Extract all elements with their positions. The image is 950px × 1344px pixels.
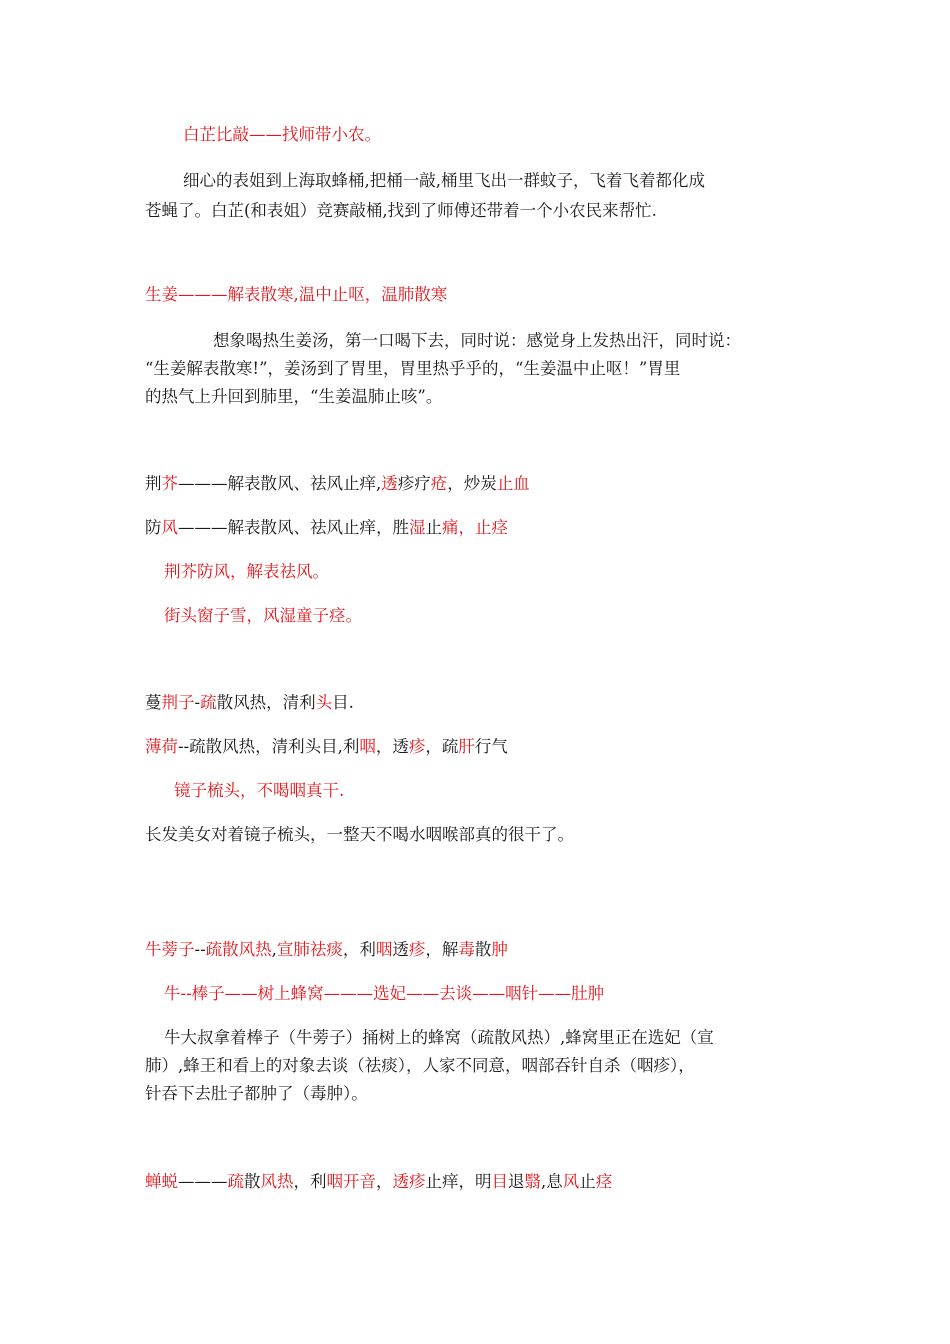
chantui-seg: 止 (579, 1172, 596, 1191)
chantui-line (145, 1172, 815, 1192)
manjingzi-seg: 散风热，清利 (216, 693, 316, 712)
niubangzi-seg: -- (194, 940, 206, 959)
chantui-seg: 止痒，明 (425, 1172, 492, 1191)
niubangzi-seg: 肿 (491, 940, 508, 959)
niubangzi-seg: ，解 (425, 940, 459, 959)
chantui-seg: 咽开音 (326, 1172, 376, 1191)
manjingzi-seg: 头 (315, 693, 333, 712)
fangfeng-line (145, 518, 815, 538)
manjingzi-line (145, 693, 815, 713)
chantui-seg: 散 (244, 1172, 261, 1191)
chantui-seg: 痉 (595, 1172, 613, 1191)
jingfang-mnemonic-1: 荆芥防风，解表祛风。 (164, 562, 329, 581)
niubangzi-seg: 疏散风热 (205, 940, 272, 959)
niubangzi-line (145, 940, 815, 960)
niubangzi-seg: 透 (392, 940, 409, 959)
niubangzi-seg: 散 (474, 940, 492, 959)
jingjie-seg: 疹 (397, 474, 415, 493)
jingjie-seg: 透 (381, 474, 398, 493)
bohe-seg: ，透 (375, 737, 409, 756)
chantui-seg: 透疹 (392, 1172, 426, 1191)
jingjie-seg: 止血 (496, 474, 530, 493)
manjingzi-seg: - (194, 693, 201, 712)
jingjie-seg: 芥 (161, 474, 178, 493)
chantui-seg: ——— (178, 1172, 228, 1191)
bohe-seg: 咽 (359, 737, 376, 756)
fangfeng-seg: ，止痉 (458, 518, 508, 537)
chantui-seg: 风热 (260, 1172, 294, 1191)
chantui-seg: ， (376, 1172, 393, 1191)
niubangzi-seg: 咽 (375, 940, 393, 959)
chantui-seg: 翳 (524, 1172, 541, 1191)
baizhi-body-line-2: 苍蝇了。白芷(和表姐）竞赛敲桶,找到了师傅还带着一个小农民来帮忙. (145, 201, 657, 220)
jingfang-mnemonic-2: 街头窗子雪，风湿童子痉。 (164, 606, 362, 625)
chantui-seg: ,息 (541, 1172, 563, 1191)
niubangzi-story-line-2: 肺）,蜂王和看上的对象去谈（祛痰），人家不同意，咽部吞针自杀（咽疹）， (145, 1056, 695, 1075)
jingjie-seg: ，炒炭 (447, 474, 497, 493)
shengjiang-body-line-3: 的热气上升回到肺里，“生姜温肺止咳”。 (145, 387, 443, 406)
niubangzi-seg: 疹 (408, 940, 426, 959)
niubangzi-seg: ，利 (342, 940, 376, 959)
jingjie-seg: 荆 (145, 474, 162, 493)
fangfeng-seg: 湿 (409, 518, 426, 537)
niubangzi-mnemonic: 牛--棒子——树上蜂窝———选妃——去谈——咽针——肚肿 (164, 984, 605, 1003)
shengjiang-body-line-2: “生姜解表散寒!”，姜汤到了胃里，胃里热乎乎的，“生姜温中止呕！”胃里 (145, 359, 681, 378)
bohe-seg: 行气 (474, 737, 508, 756)
manjingzi-seg: 目. (332, 693, 354, 712)
jingjie-line (145, 474, 815, 494)
fangfeng-seg: 风 (161, 518, 178, 537)
baizhi-title: 白芷比敲——找师带小农。 (183, 125, 381, 144)
bohe-line (145, 737, 815, 757)
jingjie-seg: ———解表散风、祛风止痒, (178, 474, 382, 493)
bohe-mnemonic: 镜子梳头，不喝咽真干. (174, 781, 345, 800)
chantui-seg: 疏 (227, 1172, 244, 1191)
bohe-seg: ，疏 (425, 737, 459, 756)
fangfeng-seg: 防 (145, 518, 162, 537)
niubangzi-seg: 宣肺祛痰 (276, 940, 343, 959)
niubangzi-seg: 毒 (458, 940, 475, 959)
chantui-seg: 退 (508, 1172, 525, 1191)
niubangzi-seg: , (271, 940, 277, 959)
chantui-seg: 蝉蜕 (145, 1172, 178, 1191)
chantui-seg: 目 (491, 1172, 508, 1191)
fangfeng-seg: 痛 (442, 518, 459, 537)
jingjie-seg: 疮 (430, 474, 448, 493)
fangfeng-seg: 止 (425, 518, 442, 537)
bohe-seg: 肝 (458, 737, 475, 756)
bohe-story: 长发美女对着镜子梳头，一整天不喝水咽喉部真的很干了。 (145, 825, 574, 844)
bohe-seg: 疹 (408, 737, 426, 756)
niubangzi-story-line-3: 针吞下去肚子都肿了（毒肿）。 (145, 1084, 368, 1103)
niubangzi-seg: 牛蒡子 (145, 940, 195, 959)
manjingzi-seg: 疏 (200, 693, 217, 712)
shengjiang-title: 生姜———解表散寒,温中止呕，温肺散寒 (145, 285, 448, 304)
baizhi-body-line-1: 细心的表姐到上海取蜂桶,把桶一敲,桶里飞出一群蚊子，飞着飞着都化成 (183, 171, 705, 190)
fangfeng-seg: ———解表散风、祛风止痒，胜 (178, 518, 409, 537)
shengjiang-body-line-1: 想象喝热生姜汤，第一口喝下去，同时说：感觉身上发热出汗，同时说： (213, 331, 741, 350)
bohe-seg: 薄荷 (145, 737, 178, 756)
bohe-seg: --疏散风热，清利头目,利 (178, 737, 360, 756)
niubangzi-story-line-1: 牛大叔拿着棒子（牛蒡子）捅树上的蜂窝（疏散风热）,蜂窝里正在选妃（宣 (164, 1028, 714, 1047)
chantui-seg: 风 (562, 1172, 580, 1191)
manjingzi-seg: 蔓 (145, 693, 162, 712)
jingjie-seg: 疗 (414, 474, 431, 493)
manjingzi-seg: 荆子 (161, 693, 195, 712)
chantui-seg: ，利 (293, 1172, 327, 1191)
